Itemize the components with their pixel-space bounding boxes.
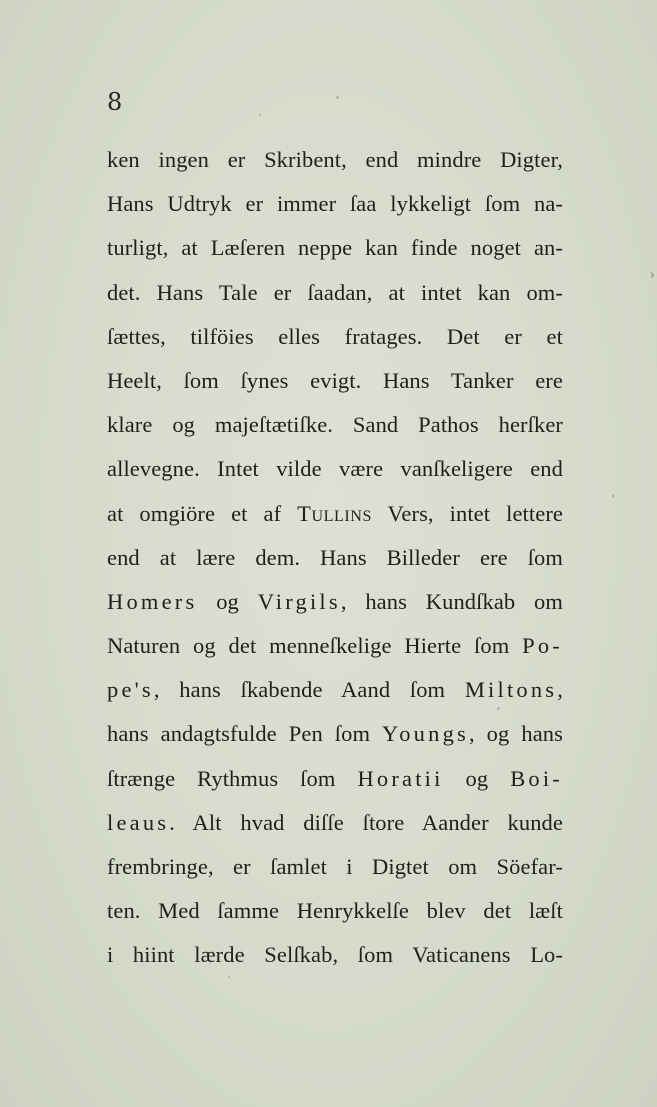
- text-run: at omgiöre et af: [107, 500, 298, 526]
- text-line: [107, 624, 563, 668]
- text-line: [107, 668, 563, 712]
- text-run: Hans Udtryk er immer ſaa lykkeligt ſom na-: [107, 191, 563, 217]
- text-line: [107, 359, 563, 403]
- text-run: ten. Med ſamme Henrykkelſe blev det læſt: [107, 898, 563, 924]
- emphasized-name: pe's: [107, 677, 154, 703]
- paper-speck: [336, 96, 339, 99]
- emphasized-name: Horatii: [357, 765, 444, 791]
- paper-speck: [497, 707, 500, 710]
- text-run: klare og majeſtætiſke. Sand Pathos herſker: [107, 412, 563, 438]
- emphasized-name: leaus: [107, 809, 170, 835]
- text-run: frembringe, er ſamlet i Digtet om Söefar-: [107, 854, 563, 879]
- text-run: end at lære dem. Hans Billeder ere ſom: [107, 544, 563, 570]
- text-run: Vers, intet lettere: [371, 500, 563, 526]
- text-line: [107, 182, 563, 226]
- text-line: [107, 492, 563, 536]
- text-run: . Alt hvad diſſe ſtore Aander kunde: [169, 809, 563, 835]
- edge-mark: ›: [649, 268, 655, 283]
- emphasized-name: Boi-: [510, 765, 564, 791]
- text-line: [107, 138, 563, 182]
- paper-speck: [228, 976, 230, 978]
- text-run: Naturen og det menneſkelige Hierte ſom: [107, 633, 523, 659]
- text-line: [107, 801, 563, 845]
- text-line: [107, 757, 563, 801]
- emphasized-name: Tullins: [297, 500, 372, 526]
- text-line: [107, 536, 563, 580]
- text-run: i hiint lærde Selſkab, ſom Vaticanens Lo-: [107, 942, 563, 968]
- text-run: ken ingen er Skribent, end mindre Digter,: [107, 147, 563, 172]
- paper-speck: [612, 494, 614, 498]
- text-line: [107, 933, 563, 977]
- text-run: ſtrænge Rythmus ſom: [107, 765, 358, 791]
- text-line: [107, 889, 563, 933]
- emphasized-name: Youngs: [382, 721, 469, 747]
- text-line: [107, 712, 563, 756]
- emphasized-name: Homers: [107, 588, 198, 614]
- text-run: hans andagtsfulde Pen ſom: [107, 721, 383, 747]
- page-number: 8: [107, 88, 123, 116]
- text-run: ,: [557, 677, 563, 703]
- text-line: [107, 403, 563, 447]
- text-run: ſættes, tilföies elles fratages. Det er et: [107, 323, 563, 349]
- body-text: [107, 138, 563, 978]
- emphasized-name: Po-: [522, 633, 563, 659]
- text-line: [107, 271, 563, 315]
- text-run: , hans ſkabende Aand ſom: [153, 677, 465, 703]
- text-run: og: [197, 588, 258, 614]
- text-run: , hans Kundſkab om: [340, 588, 564, 614]
- text-line: [107, 226, 563, 270]
- text-run: Heelt, ſom ſynes evigt. Hans Tanker ere: [107, 367, 563, 393]
- text-run: allevegne. Intet vilde være vanſkeligere end: [107, 456, 563, 482]
- emphasized-name: Miltons: [464, 677, 558, 703]
- text-run: og: [443, 765, 511, 791]
- text-line: [107, 845, 563, 889]
- text-line: [107, 580, 563, 624]
- text-line: [107, 447, 563, 491]
- text-run: det. Hans Tale er ſaadan, at intet kan om-: [107, 279, 563, 305]
- text-run: turligt, at Læſeren neppe kan finde noget an-: [107, 235, 563, 261]
- paper-speck: [259, 114, 261, 116]
- emphasized-name: Virgils: [257, 588, 341, 614]
- text-run: , og hans: [468, 721, 563, 747]
- text-line: [107, 315, 563, 359]
